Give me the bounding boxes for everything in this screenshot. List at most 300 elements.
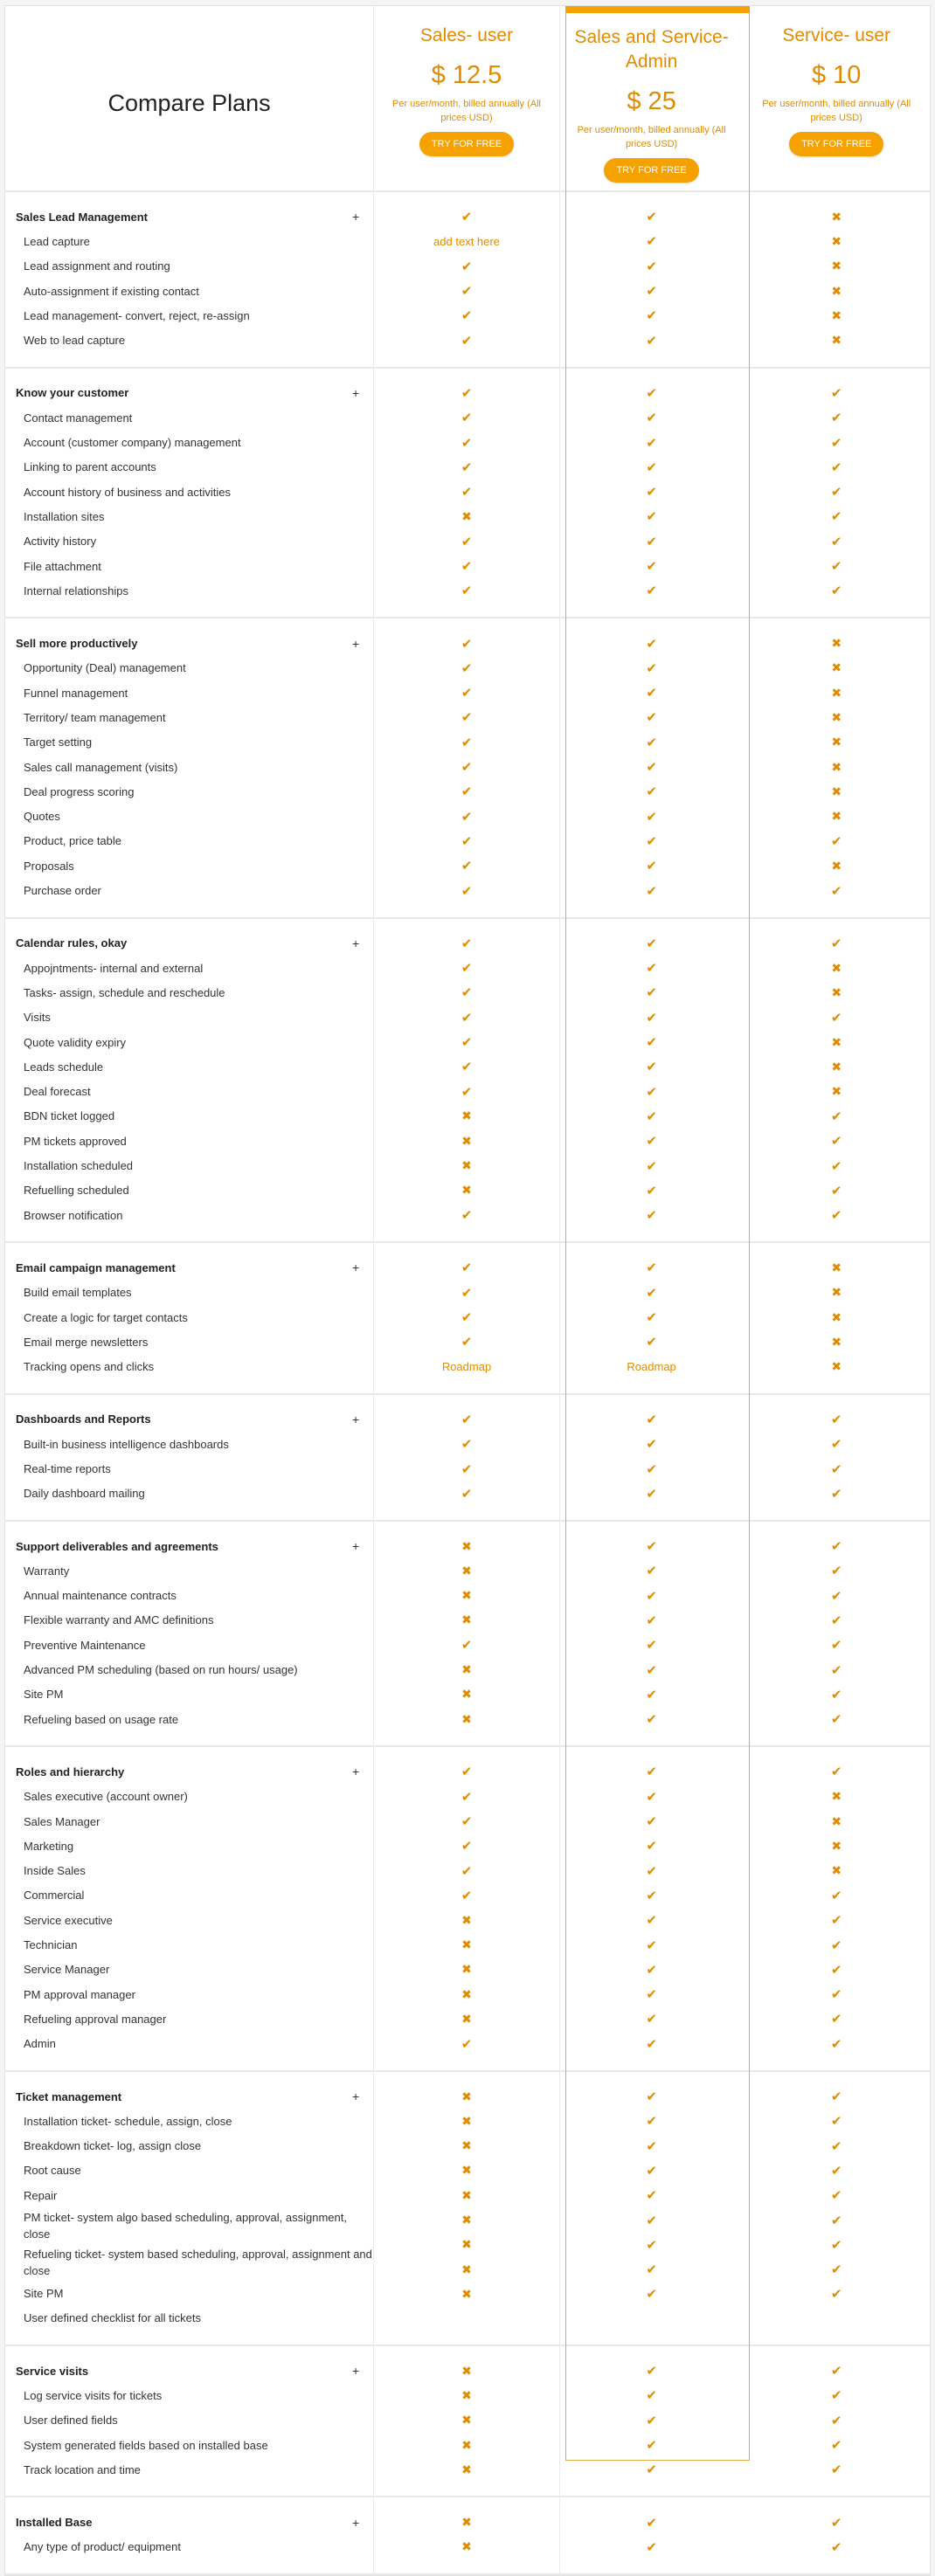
check-icon: ✔ <box>830 1183 842 1198</box>
cross-icon: ✖ <box>831 233 842 248</box>
check-icon: ✔ <box>646 2163 657 2179</box>
check-icon: ✔ <box>646 1863 657 1879</box>
check-icon: ✔ <box>830 1412 842 1427</box>
check-icon: ✔ <box>830 2188 842 2204</box>
feature-labels <box>5 1243 374 1392</box>
check-icon: ✔ <box>461 686 473 701</box>
plan-1-values <box>560 2072 744 2345</box>
section-title: Know your customer <box>16 386 129 400</box>
check-icon: ✔ <box>646 2287 657 2303</box>
check-icon: ✔ <box>646 1687 657 1702</box>
plan-column-sales-user <box>374 6 560 190</box>
cross-icon: ✖ <box>831 1309 842 1324</box>
section-title: Ticket management <box>16 2089 122 2103</box>
check-icon: ✔ <box>830 1712 842 1728</box>
feature-label: Auto-assignment if existing contact <box>24 284 199 298</box>
plan-name: Sales and Service- Admin <box>574 27 729 72</box>
feature-label: Installation scheduled <box>24 1159 134 1173</box>
cross-icon: ✖ <box>831 209 842 224</box>
section-title: Calendar rules, okay <box>16 936 128 950</box>
feature-section <box>5 2072 930 2346</box>
check-icon: ✔ <box>646 809 657 825</box>
feature-label: Internal relationships <box>24 584 128 597</box>
check-icon: ✔ <box>646 1539 657 1555</box>
plan-0-values <box>374 1395 560 1520</box>
section-header[interactable] <box>5 931 373 956</box>
check-icon: ✔ <box>646 2388 657 2404</box>
check-icon: ✔ <box>461 1486 473 1502</box>
check-icon: ✔ <box>646 534 657 549</box>
cross-icon: ✖ <box>461 1687 472 1702</box>
plan-2-values <box>743 1243 930 1392</box>
feature-section <box>5 2346 930 2497</box>
expand-plus-icon[interactable]: + <box>352 2515 360 2530</box>
cross-icon: ✖ <box>461 2213 472 2227</box>
check-icon: ✔ <box>461 859 473 874</box>
check-icon: ✔ <box>646 760 657 776</box>
feature-label: Preventive Maintenance <box>24 1638 146 1652</box>
feature-section <box>5 2497 930 2575</box>
plan-column-sales-and-service-admin <box>560 6 744 190</box>
plan-name: Sales- user <box>419 25 514 45</box>
cross-icon: ✖ <box>831 1863 842 1878</box>
feature-label: Any type of product/ equipment <box>24 2540 181 2554</box>
check-icon: ✔ <box>646 710 657 726</box>
cross-icon: ✖ <box>831 984 842 999</box>
check-icon: ✔ <box>646 1060 657 1075</box>
check-icon: ✔ <box>646 1962 657 1978</box>
cross-icon: ✖ <box>461 1662 472 1677</box>
expand-plus-icon[interactable]: + <box>352 210 360 224</box>
check-icon: ✔ <box>646 1035 657 1051</box>
feature-label: Tasks- assign, schedule and reschedule <box>24 985 225 999</box>
feature-label: Real-time reports <box>24 1462 111 1475</box>
check-icon: ✔ <box>646 2237 657 2253</box>
check-icon: ✔ <box>461 1035 473 1051</box>
feature-label: Web to lead capture <box>24 334 126 348</box>
check-icon: ✔ <box>830 883 842 899</box>
check-icon: ✔ <box>830 385 842 401</box>
check-icon: ✔ <box>646 1937 657 1953</box>
compare-plans-table <box>4 5 931 2576</box>
check-icon: ✔ <box>461 210 473 225</box>
cross-icon: ✖ <box>831 660 842 675</box>
check-icon: ✔ <box>646 1613 657 1628</box>
check-icon: ✔ <box>830 2262 842 2278</box>
plan-billing-note: Per user/month, billed annually (All prices USD) <box>577 125 726 149</box>
cross-icon: ✖ <box>831 809 842 824</box>
section-header[interactable] <box>5 2358 373 2383</box>
check-icon: ✔ <box>830 1108 842 1124</box>
expand-plus-icon[interactable]: + <box>352 936 360 950</box>
plan-0-values <box>374 192 560 367</box>
feature-label: Build email templates <box>24 1286 132 1300</box>
section-header[interactable] <box>5 1534 373 1558</box>
cross-icon: ✖ <box>831 333 842 348</box>
plan-2-values <box>743 192 930 367</box>
feature-label: Proposals <box>24 859 74 873</box>
check-icon: ✔ <box>461 1789 473 1805</box>
check-icon: ✔ <box>830 1962 842 1978</box>
check-icon: ✔ <box>646 1335 657 1350</box>
section-header[interactable] <box>5 1407 373 1432</box>
expand-plus-icon[interactable]: + <box>352 1765 360 1779</box>
check-icon: ✔ <box>461 1839 473 1854</box>
check-icon: ✔ <box>830 1588 842 1604</box>
check-icon: ✔ <box>461 333 473 349</box>
feature-label: Territory/ team management <box>24 710 166 724</box>
check-icon: ✔ <box>646 2138 657 2154</box>
expand-plus-icon[interactable]: + <box>352 1412 360 1426</box>
check-icon: ✔ <box>646 859 657 874</box>
check-icon: ✔ <box>461 809 473 825</box>
check-icon: ✔ <box>830 1913 842 1929</box>
feature-label: Site PM <box>24 1688 64 1702</box>
check-icon: ✔ <box>646 1084 657 1100</box>
check-icon: ✔ <box>646 1285 657 1301</box>
check-icon: ✔ <box>830 936 842 951</box>
check-icon: ✔ <box>646 2114 657 2130</box>
value-text: add text here <box>433 234 500 248</box>
expand-plus-icon[interactable]: + <box>352 636 360 651</box>
check-icon: ✔ <box>830 2213 842 2228</box>
cross-icon: ✖ <box>461 1538 472 1553</box>
feature-label: Lead management- convert, reject, re-assign <box>24 308 250 322</box>
cross-icon: ✖ <box>461 2262 472 2276</box>
cross-icon: ✖ <box>831 1260 842 1274</box>
check-icon: ✔ <box>646 1208 657 1224</box>
check-icon: ✔ <box>830 1888 842 1903</box>
check-icon: ✔ <box>646 1814 657 1830</box>
feature-label: Sales executive (account owner) <box>24 1790 188 1804</box>
feature-label: Service Manager <box>24 1963 110 1977</box>
check-icon: ✔ <box>830 509 842 525</box>
feature-label: Leads schedule <box>24 1060 104 1074</box>
check-icon: ✔ <box>646 735 657 750</box>
cross-icon: ✖ <box>461 2237 472 2252</box>
section-header[interactable] <box>5 1759 373 1784</box>
cross-icon: ✖ <box>831 1838 842 1853</box>
plan-price: $ 25 <box>627 87 676 115</box>
check-icon: ✔ <box>646 1588 657 1604</box>
feature-label: Account (customer company) management <box>24 436 241 450</box>
check-icon: ✔ <box>830 2515 842 2531</box>
expand-plus-icon[interactable]: + <box>352 1260 360 1275</box>
feature-label: Purchase order <box>24 884 101 898</box>
cross-icon: ✖ <box>461 1962 472 1977</box>
feature-labels <box>5 1747 374 2070</box>
check-icon: ✔ <box>830 485 842 501</box>
section-header[interactable] <box>5 204 373 229</box>
check-icon: ✔ <box>830 1208 842 1224</box>
feature-label: File attachment <box>24 559 101 573</box>
feature-label: Refuelling scheduled <box>24 1184 129 1198</box>
check-icon: ✔ <box>830 1437 842 1453</box>
cross-icon: ✖ <box>831 259 842 273</box>
feature-label: Deal progress scoring <box>24 784 135 798</box>
feature-label: Linking to parent accounts <box>24 460 156 474</box>
feature-label: BDN ticket logged <box>24 1109 115 1123</box>
plan-0-values <box>374 919 560 1242</box>
check-icon: ✔ <box>461 308 473 324</box>
cross-icon: ✖ <box>461 2437 472 2452</box>
check-icon: ✔ <box>461 936 473 951</box>
feature-labels <box>5 2072 374 2345</box>
check-icon: ✔ <box>830 2036 842 2052</box>
feature-section <box>5 919 930 1244</box>
check-icon: ✔ <box>461 1461 473 1477</box>
check-icon: ✔ <box>646 1010 657 1026</box>
check-icon: ✔ <box>830 411 842 426</box>
page-title: Compare Plans <box>107 90 271 116</box>
feature-label: Email merge newsletters <box>24 1335 149 1349</box>
cross-icon: ✖ <box>831 1789 842 1804</box>
plan-1-values <box>560 2497 744 2573</box>
value-text: Roadmap <box>627 1360 676 1374</box>
cross-icon: ✖ <box>461 2363 472 2378</box>
try-for-free-button-service-user[interactable]: TRY FOR FREE <box>789 132 883 156</box>
check-icon: ✔ <box>461 584 473 599</box>
plan-price: $ 12.5 <box>431 61 502 89</box>
check-icon: ✔ <box>830 2388 842 2404</box>
check-icon: ✔ <box>646 1461 657 1477</box>
feature-label: Opportunity (Deal) management <box>24 661 186 675</box>
section-header[interactable] <box>5 631 373 655</box>
feature-label: Quotes <box>24 810 60 824</box>
cross-icon: ✖ <box>831 1334 842 1349</box>
check-icon: ✔ <box>830 1937 842 1953</box>
section-title: Sales Lead Management <box>16 210 148 224</box>
plan-0-values <box>374 1747 560 2070</box>
feature-label: Track location and time <box>24 2462 141 2476</box>
feature-label: Target setting <box>24 736 93 749</box>
feature-section <box>5 1747 930 2072</box>
cross-icon: ✖ <box>831 759 842 774</box>
section-header[interactable] <box>5 2510 373 2534</box>
cross-icon: ✖ <box>461 2413 472 2428</box>
feature-label: User defined checklist for all tickets <box>24 2311 202 2325</box>
check-icon: ✔ <box>461 1437 473 1453</box>
plan-price: $ 10 <box>811 61 862 89</box>
section-title: Service visits <box>16 2364 89 2378</box>
check-icon: ✔ <box>646 1158 657 1174</box>
section-header[interactable] <box>5 2084 373 2109</box>
feature-label: Breakdown ticket- log, assign close <box>24 2139 202 2153</box>
check-icon: ✔ <box>646 833 657 849</box>
check-icon: ✔ <box>646 385 657 401</box>
check-icon: ✔ <box>830 1134 842 1150</box>
cross-icon: ✖ <box>461 1158 472 1173</box>
plan-2-values <box>743 618 930 916</box>
check-icon: ✔ <box>461 2036 473 2052</box>
section-header[interactable] <box>5 381 373 405</box>
check-icon: ✔ <box>461 1010 473 1026</box>
feature-label: Activity history <box>24 535 97 549</box>
feature-section <box>5 1395 930 1522</box>
check-icon: ✔ <box>461 1335 473 1350</box>
check-icon: ✔ <box>461 534 473 549</box>
feature-label: Log service visits for tickets <box>24 2388 163 2402</box>
feature-sections <box>5 192 930 2575</box>
check-icon: ✔ <box>646 234 657 250</box>
feature-label: Refueling ticket- system based scheduling, approval, assignment and close <box>24 2248 372 2278</box>
feature-label: PM tickets approved <box>24 1134 127 1148</box>
check-icon: ✔ <box>830 2413 842 2428</box>
plan-0-values <box>374 2072 560 2345</box>
feature-label: Flexible warranty and AMC definitions <box>24 1613 214 1627</box>
feature-label: Installation sites <box>24 509 105 523</box>
try-for-free-button-sales-and-service-admin[interactable]: TRY FOR FREE <box>604 158 698 183</box>
feature-labels <box>5 919 374 1242</box>
feature-labels <box>5 2346 374 2496</box>
check-icon: ✔ <box>830 2114 842 2130</box>
check-icon: ✔ <box>830 1486 842 1502</box>
feature-label: Advanced PM scheduling (based on run hours/ usage) <box>24 1663 298 1677</box>
cross-icon: ✖ <box>461 1133 472 1148</box>
check-icon: ✔ <box>461 385 473 401</box>
plan-1-values <box>560 192 744 367</box>
cross-icon: ✖ <box>831 1813 842 1828</box>
check-icon: ✔ <box>830 2539 842 2555</box>
check-icon: ✔ <box>830 2138 842 2154</box>
cross-icon: ✖ <box>461 2462 472 2476</box>
check-icon: ✔ <box>830 1539 842 1555</box>
check-icon: ✔ <box>646 936 657 951</box>
title-cell <box>5 6 374 190</box>
check-icon: ✔ <box>830 435 842 451</box>
check-icon: ✔ <box>646 308 657 324</box>
plan-1-values <box>560 369 744 618</box>
plan-2-values <box>743 2072 930 2345</box>
cross-icon: ✖ <box>461 2138 472 2153</box>
check-icon: ✔ <box>461 784 473 800</box>
section-title: Dashboards and Reports <box>16 1412 151 1426</box>
check-icon: ✔ <box>646 435 657 451</box>
check-icon: ✔ <box>461 485 473 501</box>
check-icon: ✔ <box>646 1412 657 1427</box>
check-icon: ✔ <box>646 333 657 349</box>
check-icon: ✔ <box>646 2364 657 2379</box>
check-icon: ✔ <box>646 1839 657 1854</box>
check-icon: ✔ <box>646 1564 657 1579</box>
feature-label: Lead capture <box>24 234 90 248</box>
check-icon: ✔ <box>830 2462 842 2478</box>
check-icon: ✔ <box>646 559 657 574</box>
cross-icon: ✖ <box>461 2011 472 2026</box>
check-icon: ✔ <box>461 961 473 977</box>
check-icon: ✔ <box>646 784 657 800</box>
plan-2-values <box>743 919 930 1242</box>
cross-icon: ✖ <box>461 2089 472 2103</box>
section-title: Email campaign management <box>16 1260 176 1274</box>
check-icon: ✔ <box>646 1662 657 1678</box>
feature-label: Deal forecast <box>24 1085 91 1099</box>
cross-icon: ✖ <box>461 1613 472 1627</box>
check-icon: ✔ <box>830 2364 842 2379</box>
feature-label: Warranty <box>24 1564 70 1578</box>
check-icon: ✔ <box>646 2012 657 2027</box>
feature-labels <box>5 1395 374 1520</box>
feature-label: PM ticket- system algo based scheduling, approval, assignment, close <box>24 2211 347 2241</box>
plan-1-values <box>560 2346 744 2496</box>
check-icon: ✔ <box>830 2287 842 2303</box>
plan-column-service-user <box>743 6 930 190</box>
cross-icon: ✖ <box>831 709 842 724</box>
check-icon: ✔ <box>646 1638 657 1654</box>
cross-icon: ✖ <box>461 1986 472 2001</box>
check-icon: ✔ <box>461 636 473 652</box>
check-icon: ✔ <box>646 1712 657 1728</box>
check-icon: ✔ <box>830 459 842 475</box>
cross-icon: ✖ <box>461 1711 472 1726</box>
check-icon: ✔ <box>461 559 473 574</box>
cross-icon: ✖ <box>831 858 842 873</box>
check-icon: ✔ <box>830 584 842 599</box>
check-icon: ✔ <box>646 2188 657 2204</box>
section-title: Sell more productively <box>16 637 138 651</box>
expand-plus-icon[interactable]: + <box>352 2089 360 2104</box>
check-icon: ✔ <box>646 1108 657 1124</box>
try-for-free-button-sales-user[interactable]: TRY FOR FREE <box>419 132 514 156</box>
feature-label: Refueling approval manager <box>24 2012 167 2026</box>
cross-icon: ✖ <box>831 685 842 700</box>
feature-section <box>5 1243 930 1394</box>
cross-icon: ✖ <box>461 2187 472 2202</box>
feature-label: Quote validity expiry <box>24 1035 127 1049</box>
check-icon: ✔ <box>461 1060 473 1075</box>
section-header[interactable] <box>5 1255 373 1280</box>
expand-plus-icon[interactable]: + <box>352 2364 360 2379</box>
expand-plus-icon[interactable]: + <box>352 385 360 400</box>
cross-icon: ✖ <box>831 1059 842 1074</box>
plan-name: Service- user <box>782 25 891 45</box>
check-icon: ✔ <box>461 1310 473 1326</box>
check-icon: ✔ <box>646 2539 657 2555</box>
feature-label: Funnel management <box>24 686 128 700</box>
feature-label: Visits <box>24 1011 51 1025</box>
feature-label: Tracking opens and clicks <box>24 1360 155 1374</box>
check-icon: ✔ <box>461 833 473 849</box>
check-icon: ✔ <box>830 534 842 549</box>
feature-label: Product, price table <box>24 834 122 848</box>
check-icon: ✔ <box>646 1987 657 2003</box>
check-icon: ✔ <box>646 1437 657 1453</box>
cross-icon: ✖ <box>461 2387 472 2402</box>
cross-icon: ✖ <box>461 1563 472 1578</box>
feature-labels <box>5 192 374 367</box>
plan-2-values <box>743 369 930 618</box>
check-icon: ✔ <box>646 1789 657 1805</box>
feature-label: Marketing <box>24 1839 74 1853</box>
feature-label: Sales call management (visits) <box>24 760 178 774</box>
check-icon: ✔ <box>646 985 657 1001</box>
feature-label: Admin <box>24 2037 56 2051</box>
check-icon: ✔ <box>461 735 473 750</box>
check-icon: ✔ <box>646 485 657 501</box>
plan-2-values <box>743 2497 930 2573</box>
check-icon: ✔ <box>646 459 657 475</box>
check-icon: ✔ <box>461 1412 473 1427</box>
check-icon: ✔ <box>646 2462 657 2478</box>
check-icon: ✔ <box>830 1564 842 1579</box>
feature-label: Account history of business and activities <box>24 485 232 499</box>
feature-label: Repair <box>24 2188 58 2202</box>
cross-icon: ✖ <box>831 636 842 651</box>
cross-icon: ✖ <box>831 1285 842 1300</box>
check-icon: ✔ <box>461 1765 473 1780</box>
expand-plus-icon[interactable]: + <box>352 1539 360 1554</box>
check-icon: ✔ <box>461 1863 473 1879</box>
